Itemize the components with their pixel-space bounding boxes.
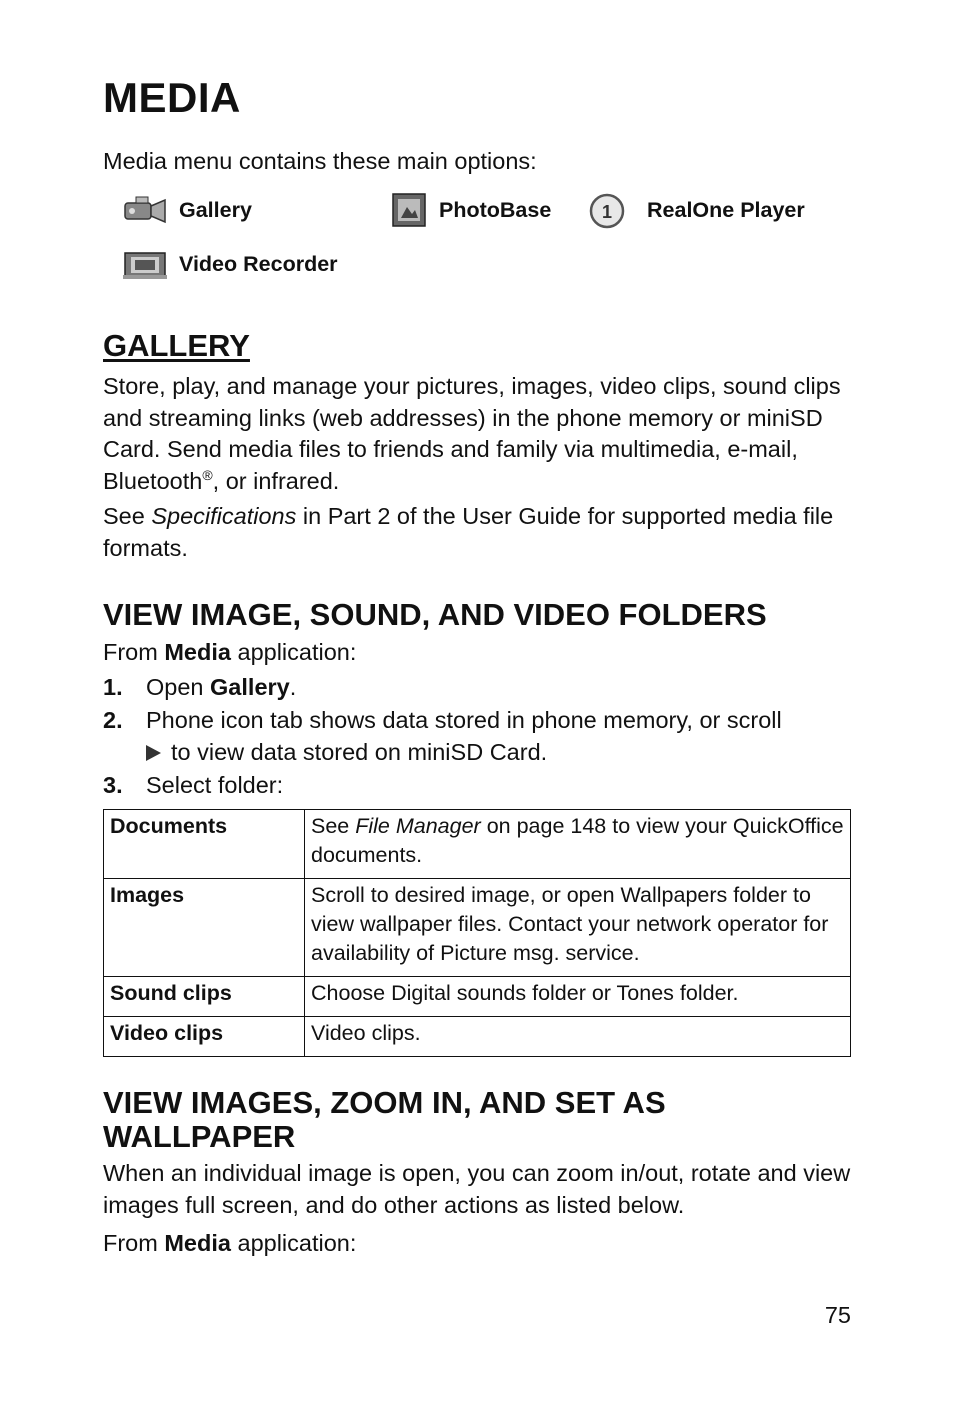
folder-description bbox=[305, 810, 851, 879]
option-photobase bbox=[387, 191, 551, 229]
registered-mark: ® bbox=[202, 466, 213, 483]
folder-table bbox=[103, 809, 851, 1057]
photobase-icon bbox=[387, 191, 433, 229]
specifications-note bbox=[103, 501, 851, 564]
gallery-heading: GALLERY bbox=[103, 328, 250, 363]
step-number: 1. bbox=[103, 674, 123, 700]
zoom-heading-line-1: VIEW IMAGES, ZOOM IN, AND SET AS bbox=[103, 1085, 666, 1120]
from-suffix: application: bbox=[230, 1230, 357, 1256]
option-realone-player bbox=[585, 191, 805, 229]
option-label: Gallery bbox=[179, 197, 252, 222]
step-text-post: . bbox=[289, 674, 297, 700]
step-number: 2. bbox=[103, 707, 123, 733]
from-prefix: From bbox=[103, 1230, 165, 1256]
step-2 bbox=[103, 705, 851, 769]
table-row bbox=[104, 977, 851, 1017]
specifications-ref: Specifications bbox=[151, 503, 297, 529]
description-pre: See bbox=[311, 814, 356, 838]
folders-heading: VIEW IMAGE, SOUND, AND VIDEO FOLDERS bbox=[103, 597, 767, 632]
from-prefix: From bbox=[103, 639, 165, 665]
scroll-right-icon bbox=[146, 745, 161, 761]
step-2-line-2-text: to view data stored on miniSD Card. bbox=[171, 738, 548, 765]
zoom-heading-line-2: WALLPAPER bbox=[103, 1119, 296, 1154]
description-post: on page 148 to view your QuickOffice documents. bbox=[311, 814, 844, 867]
step-text-pre: Open bbox=[146, 674, 211, 700]
video-recorder-icon bbox=[121, 245, 173, 283]
option-label: RealOne Player bbox=[647, 197, 805, 222]
gallery-paragraph-end: , or infrared. bbox=[212, 467, 340, 494]
svg-text:1: 1 bbox=[601, 202, 613, 222]
folders-from-media bbox=[103, 637, 356, 669]
note-prefix: See bbox=[103, 503, 152, 529]
table-row bbox=[104, 810, 851, 879]
folder-name: Images bbox=[104, 879, 305, 977]
realone-player-icon bbox=[585, 191, 641, 229]
option-video-recorder bbox=[121, 245, 338, 283]
step-text bbox=[146, 705, 851, 768]
folder-description: Choose Digital sounds folder or Tones folder. bbox=[305, 977, 851, 1017]
zoom-from-media bbox=[103, 1228, 356, 1260]
gallery-paragraph bbox=[103, 371, 851, 497]
option-label: Video Recorder bbox=[179, 251, 338, 276]
file-manager-ref: File Manager bbox=[355, 814, 481, 838]
page-title: MEDIA bbox=[103, 74, 241, 121]
step-text bbox=[146, 672, 851, 704]
gallery-icon bbox=[121, 191, 173, 229]
folder-name: Documents bbox=[104, 810, 305, 879]
step-text: Select folder: bbox=[146, 772, 284, 798]
folder-description: Video clips. bbox=[305, 1017, 851, 1057]
note-suffix: in Part 2 of the User Guide for supported media file formats. bbox=[103, 503, 834, 561]
intro-text: Media menu contains these main options: bbox=[103, 148, 537, 174]
gallery-paragraph-text: Store, play, and manage your pictures, images, video clips, sound clips and streaming links (web addresses) in the phone memory or miniSD Card. Send media files to friends and family via multimedia, e-mail, Bluetooth bbox=[103, 373, 841, 494]
step-2-line-1: Phone icon tab shows data stored in phone memory, or scroll bbox=[146, 707, 782, 733]
folder-name: Video clips bbox=[104, 1017, 305, 1057]
from-suffix: application: bbox=[230, 639, 357, 665]
media-app-name: Media bbox=[164, 639, 231, 665]
folder-name: Sound clips bbox=[104, 977, 305, 1017]
step-2-line-2 bbox=[146, 737, 851, 769]
table-row bbox=[104, 879, 851, 977]
folder-description: Scroll to desired image, or open Wallpapers folder to view wallpaper files. Contact your network operator for availability of Picture msg. service. bbox=[305, 879, 851, 977]
option-label: PhotoBase bbox=[439, 197, 552, 222]
gallery-ref: Gallery bbox=[210, 674, 290, 700]
page-number: 75 bbox=[824, 1302, 851, 1328]
option-gallery bbox=[121, 191, 252, 229]
step-number: 3. bbox=[103, 772, 123, 798]
zoom-heading bbox=[103, 1086, 666, 1154]
table-row bbox=[104, 1017, 851, 1057]
zoom-paragraph: When an individual image is open, you can zoom in/out, rotate and view images full screen, and do other actions as listed below. bbox=[103, 1160, 851, 1218]
media-app-name: Media bbox=[164, 1230, 231, 1256]
